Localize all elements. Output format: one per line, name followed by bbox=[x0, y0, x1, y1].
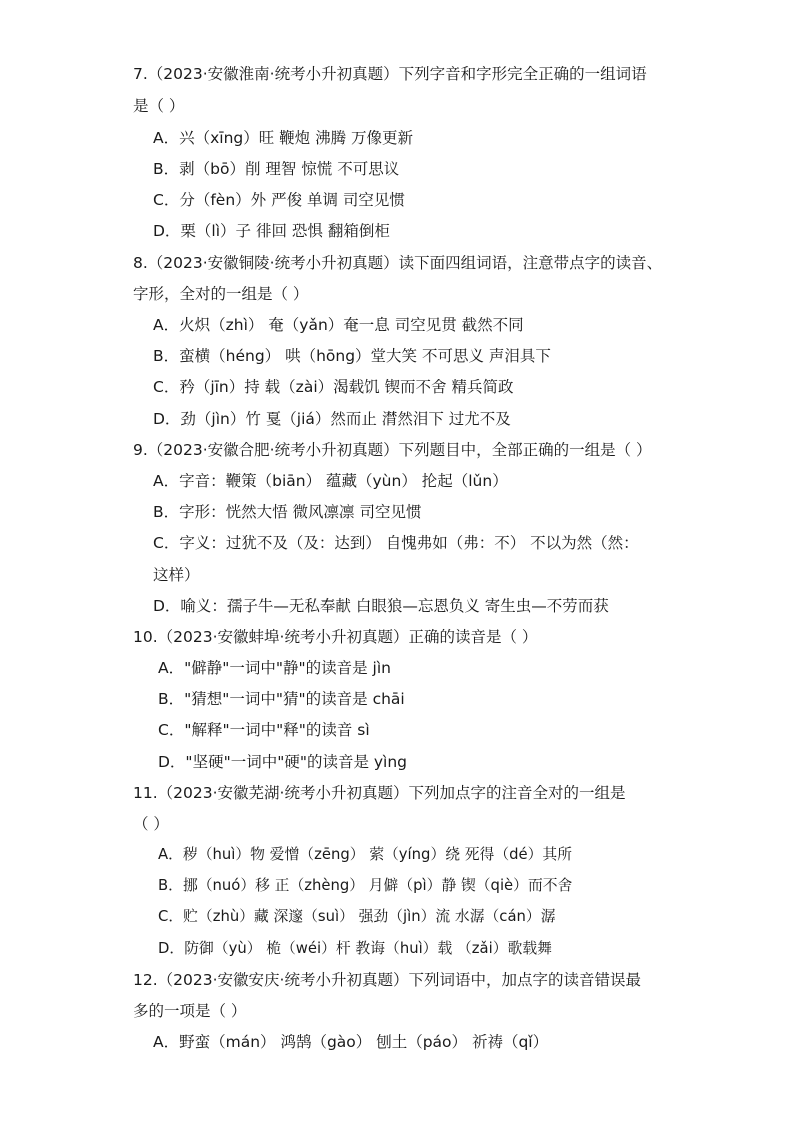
question-8-stem-line-1: 8.（2023·安徽铜陵·统考小升初真题）读下面四组词语，注意带点字的读音、 bbox=[133, 254, 663, 272]
question-8-option-c: C．矜（jīn）持 载（zài）渴载饥 锲而不舍 精兵简政 bbox=[153, 378, 514, 396]
question-9-option-c-continued: 这样） bbox=[153, 566, 200, 584]
question-7-option-b: B．剥（bō）削 理智 惊慌 不可思议 bbox=[153, 160, 400, 178]
question-10-option-d: D．"坚硬"一词中"硬"的读音是 yìng bbox=[158, 753, 408, 771]
question-9-option-a: A．字音：鞭策（biān） 蕴藏（yùn） 抡起（lǔn） bbox=[153, 472, 508, 490]
question-11-option-c: C．贮（zhù）藏 深邃（suì） 强劲（jìn）流 水潺（cán）潺 bbox=[158, 908, 556, 925]
question-11-option-a: A．秽（huì）物 爱憎（zēng） 萦（yíng）绕 死得（dé）其所 bbox=[158, 846, 573, 863]
question-9-stem: 9.（2023·安徽合肥·统考小升初真题）下列题目中，全部正确的一组是（ ） bbox=[133, 441, 652, 459]
question-12-stem-line-2: 多的一项是（ ） bbox=[133, 1002, 247, 1020]
question-9-option-c: C．字义：过犹不及（及：达到） 自愧弗如（弗：不） 不以为然（然： bbox=[153, 534, 639, 552]
question-7-option-a: A．兴（xīng）旺 鞭炮 沸腾 万像更新 bbox=[153, 129, 414, 147]
question-11-stem-line-1: 11.（2023·安徽芜湖·统考小升初真题）下列加点字的注音全对的一组是 bbox=[133, 784, 626, 802]
question-7-option-c: C．分（fèn）外 严俊 单调 司空见惯 bbox=[153, 191, 405, 209]
question-11-option-b: B．挪（nuó）移 正（zhèng） 月僻（pì）静 锲（qiè）而不舍 bbox=[158, 877, 573, 894]
question-7-stem-line-1: 7.（2023·安徽淮南·统考小升初真题）下列字音和字形完全正确的一组词语 bbox=[133, 65, 647, 83]
question-8-stem-line-2: 字形，全对的一组是（ ） bbox=[133, 285, 309, 303]
question-10-stem: 10.（2023·安徽蚌埠·统考小升初真题）正确的读音是（ ） bbox=[133, 628, 538, 646]
question-12-stem-line-1: 12.（2023·安徽安庆·统考小升初真题）下列词语中，加点字的读音错误最 bbox=[133, 971, 641, 989]
question-9-option-b: B．字形：恍然大悟 微风凛凛 司空见惯 bbox=[153, 503, 422, 521]
question-7-option-d: D．栗（lì）子 徘回 恐惧 翻箱倒柜 bbox=[153, 222, 390, 240]
question-11-stem-line-2: （ ） bbox=[133, 815, 169, 833]
question-8-option-a: A．火炽（zhì） 奄（yǎn）奄一息 司空见贯 截然不同 bbox=[153, 316, 524, 334]
question-10-option-a: A．"僻静"一词中"静"的读音是 jìn bbox=[158, 659, 391, 677]
question-8-option-d: D．劲（jìn）竹 戛（jiá）然而止 潸然泪下 过尤不及 bbox=[153, 410, 511, 428]
question-8-option-b: B．蛮横（héng） 哄（hōng）堂大笑 不可思义 声泪具下 bbox=[153, 347, 551, 365]
question-12-option-a: A．野蛮（mán） 鸿鹄（gào） 刨土（páo） 祈祷（qǐ） bbox=[153, 1033, 549, 1051]
question-10-option-c: C．"解释"一词中"释"的读音 sì bbox=[158, 721, 370, 739]
question-9-option-d: D．喻义：孺子牛—无私奉献 白眼狼—忘恩负义 寄生虫—不劳而获 bbox=[153, 597, 609, 615]
question-7-stem-line-2: 是（ ） bbox=[133, 97, 185, 115]
question-11-option-d: D．防御（yù） 桅（wéi）杆 教诲（huì）载 （zǎi）歌载舞 bbox=[158, 940, 552, 957]
question-10-option-b: B．"猜想"一词中"猜"的读音是 chāi bbox=[158, 690, 405, 708]
